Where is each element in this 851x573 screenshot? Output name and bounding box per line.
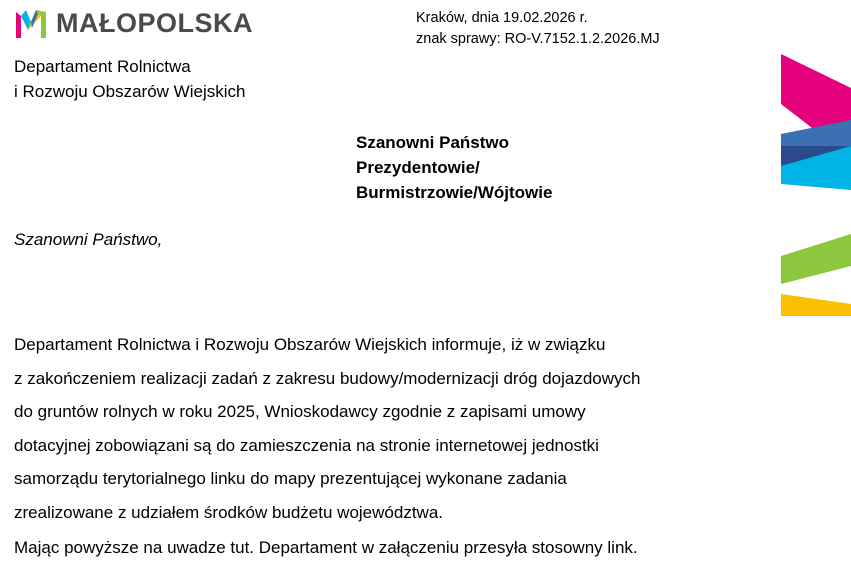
brand-name: MAŁOPOLSKA <box>56 8 253 38</box>
paragraph-line: Departament Rolnictwa i Rozwoju Obszarów Wiejskich informuje, iż w związku <box>14 335 606 354</box>
closing-sentence: Mając powyższe na uwadze tut. Departament w załączeniu przesyła stosowny link. <box>14 538 638 557</box>
addressee-line: Szanowni Państwo <box>356 133 510 152</box>
salutation: Szanowni Państwo, <box>14 230 163 249</box>
green-stripe <box>781 234 851 284</box>
addressee-block <box>356 130 552 205</box>
letter-meta <box>416 8 660 50</box>
department-line: i Rozwoju Obszarów Wiejskich <box>14 82 246 101</box>
malopolska-logo <box>14 6 253 40</box>
paragraph-line: zrealizowane z udziałem środków budżetu województwa. <box>14 502 443 522</box>
addressee-line: Burmistrzowie/Wójtowie <box>356 183 553 202</box>
paragraph-line: samorządu terytorialnego linku do mapy prezentującej wykonane zadania <box>14 469 567 488</box>
addressee-line: Prezydentowie/ <box>356 158 480 177</box>
paragraph-line: do gruntów rolnych w roku 2025, Wnioskodawcy zgodnie z zapisami umowy <box>14 402 586 421</box>
malopolska-logo-icon <box>14 6 48 40</box>
paragraph-line: z zakończeniem realizacji zadań z zakresu budowy/modernizacji dróg dojazdowych <box>14 368 641 388</box>
department-name <box>14 54 245 104</box>
decorative-stripes <box>778 48 851 318</box>
paragraph-line: dotacyjnej zobowiązani są do zamieszczenia na stronie internetowej jednostki <box>14 435 599 455</box>
letter-paragraph <box>14 328 640 529</box>
case-number: znak sprawy: RO-V.7152.1.2.2026.MJ <box>416 31 660 47</box>
department-line: Departament Rolnictwa <box>14 57 191 76</box>
place-date: Kraków, dnia 19.02.2026 r. <box>416 10 588 26</box>
yellow-stripe <box>781 294 851 316</box>
